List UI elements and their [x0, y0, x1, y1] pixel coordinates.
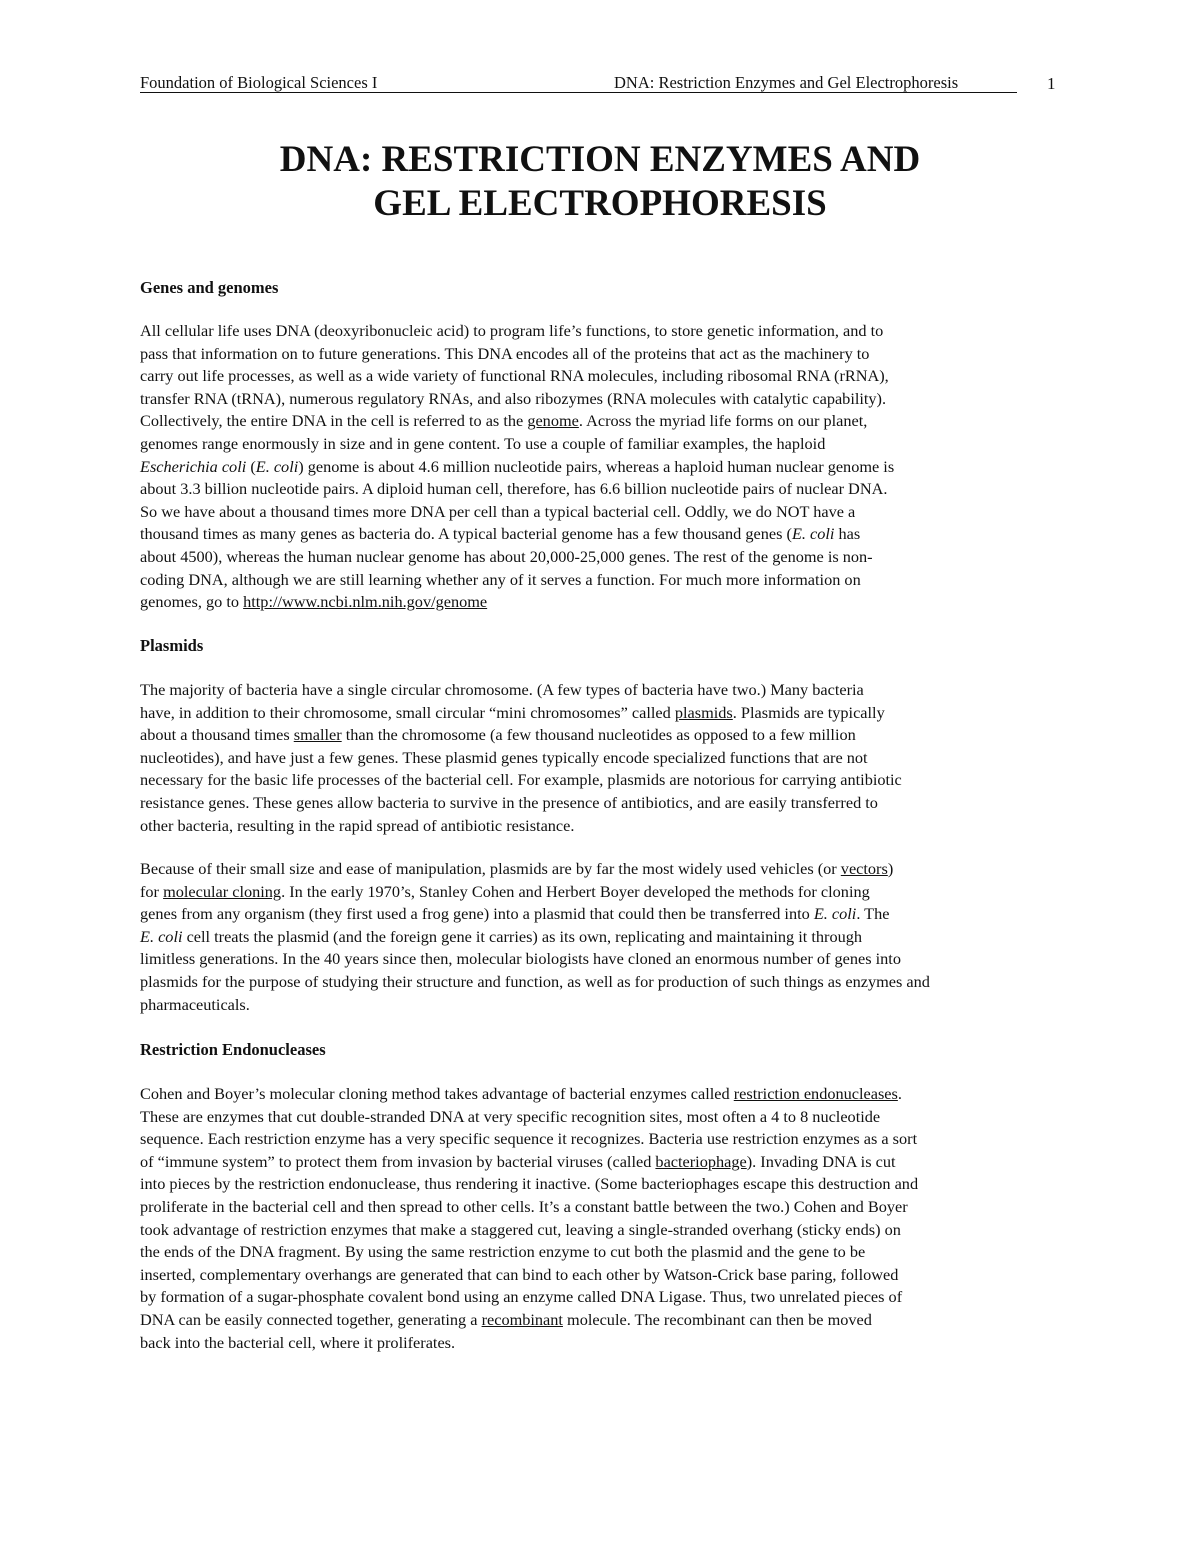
text-run: . Across the myriad life forms on our planet, — [578, 411, 868, 431]
text-run: have, in addition to their chromosome, small circular “mini chromosomes” called — [140, 702, 675, 722]
term-smaller: smaller — [293, 725, 342, 745]
text-line — [140, 724, 1062, 747]
document-title — [140, 138, 1060, 226]
text-line — [140, 410, 1062, 433]
heading-genes-and-genomes: Genes and genomes — [140, 278, 279, 297]
header-rule — [140, 92, 1017, 93]
paragraph-restriction — [140, 1083, 1062, 1354]
text-line: resistance genes. These genes allow bacteria to survive in the presence of antibiotics, and are easily transferred to — [140, 792, 878, 812]
text-line: coding DNA, although we are still learning whether any of it serves a function. For much more information on — [140, 569, 861, 589]
text-line: The majority of bacteria have a single circular chromosome. (A few types of bacteria have two.) Many bacteria — [140, 680, 864, 699]
text-run: ). Invading DNA is cut — [746, 1151, 896, 1171]
text-line: proliferate in the bacterial cell and then spread to other cells. It’s a constant battle between the two.) Cohen and Boyer — [140, 1196, 908, 1216]
text-run: genomes, go to — [140, 592, 244, 612]
text-line: about 4500), whereas the human nuclear genome has about 20,000-25,000 genes. The rest of the genome is non- — [140, 546, 873, 566]
text-line: nucleotides), and have just a few genes. These plasmid genes typically encode specialized functions that are not — [140, 747, 868, 767]
text-line: took advantage of restriction enzymes that make a staggered cut, leaving a single-stranded overhang (sticky ends) on — [140, 1219, 901, 1239]
text-line: other bacteria, resulting in the rapid spread of antibiotic resistance. — [140, 815, 575, 835]
text-line — [140, 1309, 1062, 1332]
text-run: . — [897, 1084, 902, 1103]
heading-restriction-endonucleases: Restriction Endonucleases — [140, 1040, 326, 1059]
text-line: by formation of a sugar-phosphate covalent bond using an enzyme called DNA Ligase. Thus, two unrelated pieces of — [140, 1287, 903, 1307]
term-restriction-endonucleases: restriction endonucleases — [733, 1084, 898, 1103]
paragraph-genes — [140, 320, 1062, 614]
text-line: pass that information on to future generations. This DNA encodes all of the proteins that act as the machinery to — [140, 343, 870, 363]
text-run: . In the early 1970’s, Stanley Cohen and Herbert Boyer developed the methods for cloning — [281, 881, 870, 901]
text-run: ( — [246, 456, 256, 476]
text-line: All cellular life uses DNA (deoxyribonucleic acid) to program life’s functions, to store genetic information, and to — [140, 321, 884, 340]
page-number: 1 — [1047, 74, 1056, 93]
text-line: carry out life processes, as well as a wide variety of functional RNA molecules, including ribosomal RNA (rRNA), — [140, 366, 889, 386]
title-line-1: DNA: RESTRICTION ENZYMES AND — [279, 139, 921, 180]
text-run: for — [140, 881, 164, 901]
text-run: Collectively, the entire DNA in the cell is referred to as the — [140, 411, 528, 431]
text-line: back into the bacterial cell, where it proliferates. — [140, 1332, 456, 1352]
title-line-2: GEL ELECTROPHORESIS — [373, 183, 827, 224]
text-run: molecule. The recombinant can then be moved — [562, 1309, 872, 1329]
text-run: thousand times as many genes as bacteria do. A typical bacterial genome has a few thousand genes ( — [140, 524, 792, 544]
text-line: the ends of the DNA fragment. By using the same restriction enzyme to cut both the plasmid and the gene to be — [140, 1242, 866, 1262]
term-vectors: vectors — [840, 859, 888, 878]
text-run: ) genome is about 4.6 million nucleotide pairs, whereas a haploid human nuclear genome is — [298, 456, 895, 476]
text-line: genomes range enormously in size and in gene content. To use a couple of familiar examples, the haploid — [140, 433, 826, 453]
text-line — [140, 881, 1062, 904]
text-line — [140, 1083, 1062, 1106]
page-header — [140, 73, 1060, 99]
text-run: ) — [887, 859, 894, 878]
text-run: Cohen and Boyer’s molecular cloning method takes advantage of bacterial enzymes called — [140, 1084, 734, 1103]
paragraph-plasmids-2 — [140, 858, 1062, 1016]
text-run: . Plasmids are typically — [732, 702, 885, 722]
text-line: inserted, complementary overhangs are generated that can bind to each other by Watson-Crick base paring, followed — [140, 1264, 899, 1284]
term-recombinant: recombinant — [481, 1309, 563, 1329]
text-line: sequence. Each restriction enzyme has a very specific sequence it recognizes. Bacteria use restriction enzymes as a sort — [140, 1129, 918, 1149]
text-line — [140, 591, 1062, 614]
text-line: limitless generations. In the 40 years since then, molecular biologists have cloned an enormous number of genes into — [140, 949, 901, 969]
text-line — [140, 456, 1062, 479]
species-name: Escherichia coli — [140, 456, 247, 476]
text-run: of “immune system” to protect them from invasion by bacterial viruses (called — [140, 1151, 656, 1171]
text-run: genes from any organism (they first used a frog gene) into a plasmid that could then be transferred into — [140, 904, 814, 924]
term-genome: genome — [527, 411, 579, 431]
text-run: Because of their small size and ease of manipulation, plasmids are by far the most widely used vehicles (or — [140, 859, 841, 878]
text-line: transfer RNA (tRNA), numerous regulatory RNAs, and also ribozymes (RNA molecules with catalytic capability). — [140, 388, 887, 408]
text-line: into pieces by the restriction endonuclease, thus rendering it inactive. (Some bacteriophages escape this destruction and — [140, 1174, 919, 1194]
text-line: necessary for the basic life processes of the bacterial cell. For example, plasmids are notorious for carrying antibiotic — [140, 770, 902, 790]
term-bacteriophage: bacteriophage — [655, 1151, 747, 1171]
text-line — [140, 858, 1062, 881]
text-line — [140, 926, 1062, 949]
text-line: plasmids for the purpose of studying their structure and function, as well as for production of such things as enzymes and — [140, 971, 930, 991]
species-abbrev: E. coli — [813, 904, 857, 924]
species-abbrev: E. coli — [791, 524, 835, 544]
text-line — [140, 903, 1062, 926]
species-abbrev: E. coli — [140, 926, 183, 946]
text-line: These are enzymes that cut double-stranded DNA at very specific recognition sites, most often a 4 to 8 nucleotide — [140, 1106, 881, 1126]
term-molecular-cloning: molecular cloning — [163, 881, 282, 901]
text-line — [140, 702, 1062, 725]
header-topic: DNA: Restriction Enzymes and Gel Electrophoresis — [614, 73, 959, 92]
genome-link[interactable]: http://www.ncbi.nlm.nih.gov/genome — [243, 592, 488, 612]
species-abbrev: E. coli — [255, 456, 299, 476]
text-run: DNA can be easily connected together, generating a — [140, 1309, 482, 1329]
text-run: . The — [856, 904, 890, 924]
text-line: So we have about a thousand times more DNA per cell than a typical bacterial cell. Oddly, we do NOT have a — [140, 501, 856, 521]
text-run: about a thousand times — [140, 725, 294, 745]
text-run: has — [834, 524, 861, 544]
term-plasmids: plasmids — [674, 702, 733, 722]
paragraph-plasmids-1 — [140, 679, 1062, 837]
text-run: cell treats the plasmid (and the foreign gene it carries) as its own, replicating and maintaining it through — [182, 926, 863, 946]
text-line: pharmaceuticals. — [140, 994, 250, 1014]
text-line: about 3.3 billion nucleotide pairs. A diploid human cell, therefore, has 6.6 billion nucleotide pairs of nuclear DNA. — [140, 479, 888, 499]
text-run: than the chromosome (a few thousand nucleotides as opposed to a few million — [341, 725, 856, 745]
heading-plasmids: Plasmids — [140, 636, 204, 655]
text-line — [140, 1151, 1062, 1174]
header-course: Foundation of Biological Sciences I — [140, 73, 378, 92]
text-line — [140, 523, 1062, 546]
